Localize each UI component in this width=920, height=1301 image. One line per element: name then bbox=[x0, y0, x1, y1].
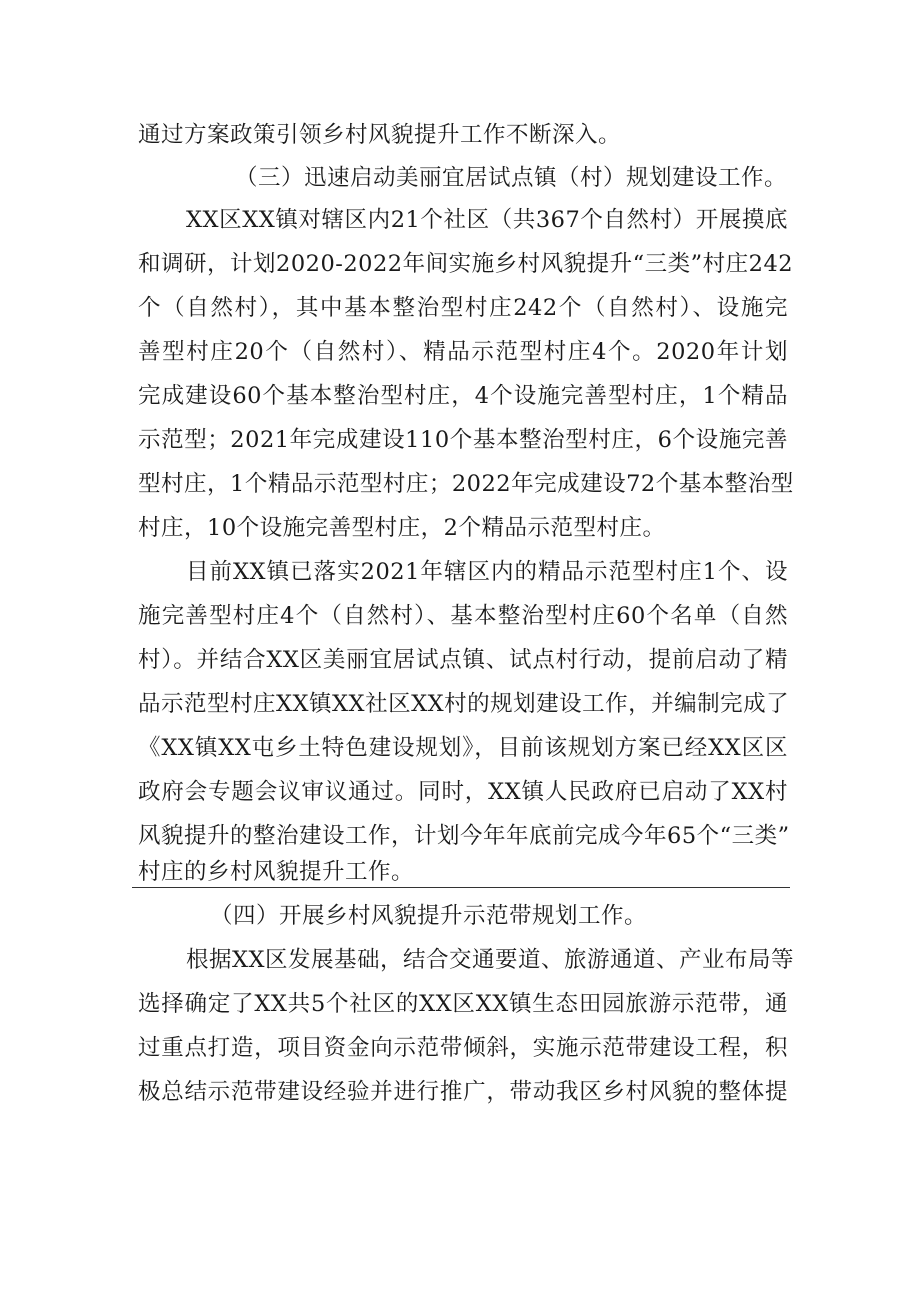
paragraph-line: 根据XX区发展基础，结合交通要道、旅游通道、产业布局等 bbox=[186, 947, 795, 973]
paragraph-line: 村）。并结合XX区美丽宜居试点镇、试点村行动，提前启动了精 bbox=[138, 647, 788, 673]
paragraph-line: 个（自然村），其中基本整治型村庄242个（自然村）、设施完 bbox=[138, 295, 788, 321]
paragraph-line: 过重点打造，项目资金向示范带倾斜，实施示范带建设工程，积 bbox=[138, 1035, 788, 1061]
section-heading-3: （三）迅速启动美丽宜居试点镇（村）规划建设工作。 bbox=[235, 165, 788, 191]
paragraph-line: 风貌提升的整治建设工作，计划今年年底前完成今年65个“三类” bbox=[138, 823, 790, 849]
paragraph-line: 《XX镇XX屯乡土特色建设规划》，目前该规划方案已经XX区区 bbox=[138, 735, 788, 761]
paragraph-line: 品示范型村庄XX镇XX社区XX村的规划建设工作，并编制完成了 bbox=[138, 691, 790, 717]
paragraph-line: 善型村庄20个（自然村）、精品示范型村庄4个。2020年计划 bbox=[138, 339, 788, 365]
paragraph-line: 极总结示范带建设经验并进行推广，带动我区乡村风貌的整体提 bbox=[138, 1079, 788, 1105]
paragraph-line: XX区XX镇对辖区内21个社区（共367个自然村）开展摸底 bbox=[186, 207, 788, 233]
paragraph-line: 选择确定了XX共5个社区的XX区XX镇生态田园旅游示范带，通 bbox=[138, 991, 788, 1017]
paragraph-line: 完成建设60个基本整治型村庄，4个设施完善型村庄，1个精品 bbox=[138, 383, 788, 409]
paragraph-line: 通过方案政策引领乡村风貌提升工作不断深入。 bbox=[138, 122, 622, 148]
paragraph-line: 和调研，计划2020-2022年间实施乡村风貌提升“三类”村庄242 bbox=[138, 251, 794, 277]
paragraph-line: 政府会专题会议审议通过。同时，XX镇人民政府已启动了XX村 bbox=[138, 779, 788, 805]
paragraph-line: 村庄的乡村风貌提升工作。 bbox=[138, 859, 415, 885]
paragraph-line: 目前XX镇已落实2021年辖区内的精品示范型村庄1个、设 bbox=[186, 559, 788, 585]
section-heading-4: （四）开展乡村风貌提升示范带规划工作。 bbox=[210, 903, 648, 929]
paragraph-line: 示范型；2021年完成建设110个基本整治型村庄，6个设施完善 bbox=[138, 427, 788, 453]
paragraph-line: 村庄，10个设施完善型村庄，2个精品示范型村庄。 bbox=[138, 515, 666, 541]
divider-line bbox=[132, 887, 790, 888]
paragraph-line: 型村庄，1个精品示范型村庄；2022年完成建设72个基本整治型 bbox=[138, 471, 794, 497]
paragraph-line: 施完善型村庄4个（自然村）、基本整治型村庄60个名单（自然 bbox=[138, 603, 788, 629]
